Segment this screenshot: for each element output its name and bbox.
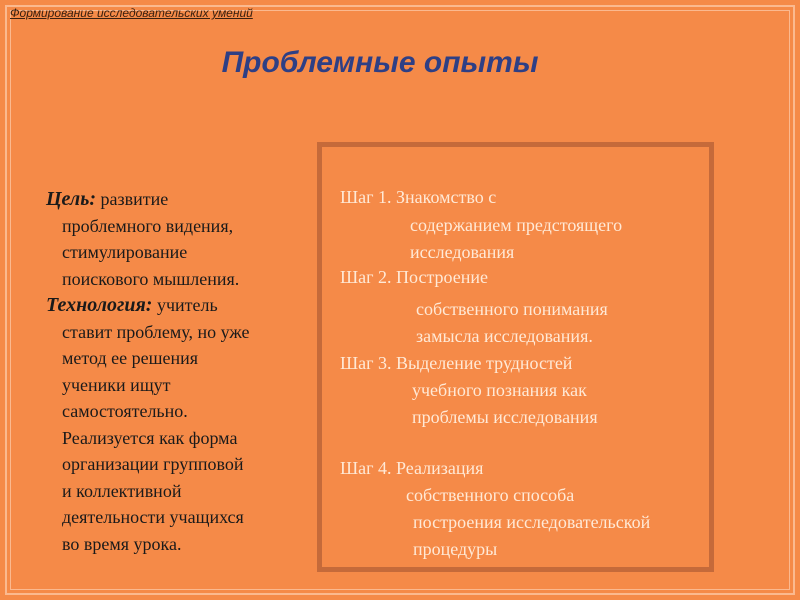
step-2-line: замысла исследования. (416, 326, 593, 346)
goal-line: развитие (100, 189, 169, 209)
technology-label: Технология: (46, 294, 153, 316)
technology-line: деятельности учащихся (62, 507, 244, 527)
technology-line: Реализуется как форма (62, 427, 238, 448)
technology-line: самостоятельно. (62, 401, 188, 421)
step-1-line: исследования (410, 242, 515, 262)
step-4-heading: Шаг 4. Реализация (340, 458, 484, 478)
technology-line: учитель (156, 295, 218, 315)
goal-label: Цель: (46, 188, 96, 210)
technology-paragraph (46, 292, 316, 557)
technology-line: и коллективной (62, 480, 182, 501)
step-4-line: собственного способа (406, 485, 575, 505)
step-4-line: построения исследовательской (413, 512, 651, 532)
step-4-line: процедуры (413, 539, 498, 559)
step-2-line: собственного понимания (416, 299, 608, 319)
step-3-heading: Шаг 3. Выделение трудностей (340, 353, 573, 373)
goal-line: поискового мышления. (62, 268, 240, 289)
technology-line: метод ее решения (62, 348, 199, 368)
technology-line: ученики ищут (62, 374, 171, 395)
step-2-heading: Шаг 2. Построение (340, 267, 489, 287)
step-1-heading: Шаг 1. Знакомство с (340, 187, 497, 207)
technology-line: ставит проблему, но уже (62, 321, 250, 342)
goal-technology-text (46, 186, 316, 557)
step-3-line: проблемы исследования (412, 407, 598, 427)
step-1-line: содержанием предстоящего (410, 215, 623, 235)
goal-paragraph (46, 186, 316, 292)
goal-line: проблемного видения, (62, 215, 234, 236)
step-3-line: учебного познания как (412, 380, 587, 400)
technology-line: организации групповой (62, 454, 244, 474)
technology-line: во время урока. (62, 533, 182, 554)
header-caption: Формирование исследовательских умений (10, 6, 253, 20)
goal-line: стимулирование (62, 242, 188, 262)
slide-title: Проблемные опыты (221, 46, 539, 79)
